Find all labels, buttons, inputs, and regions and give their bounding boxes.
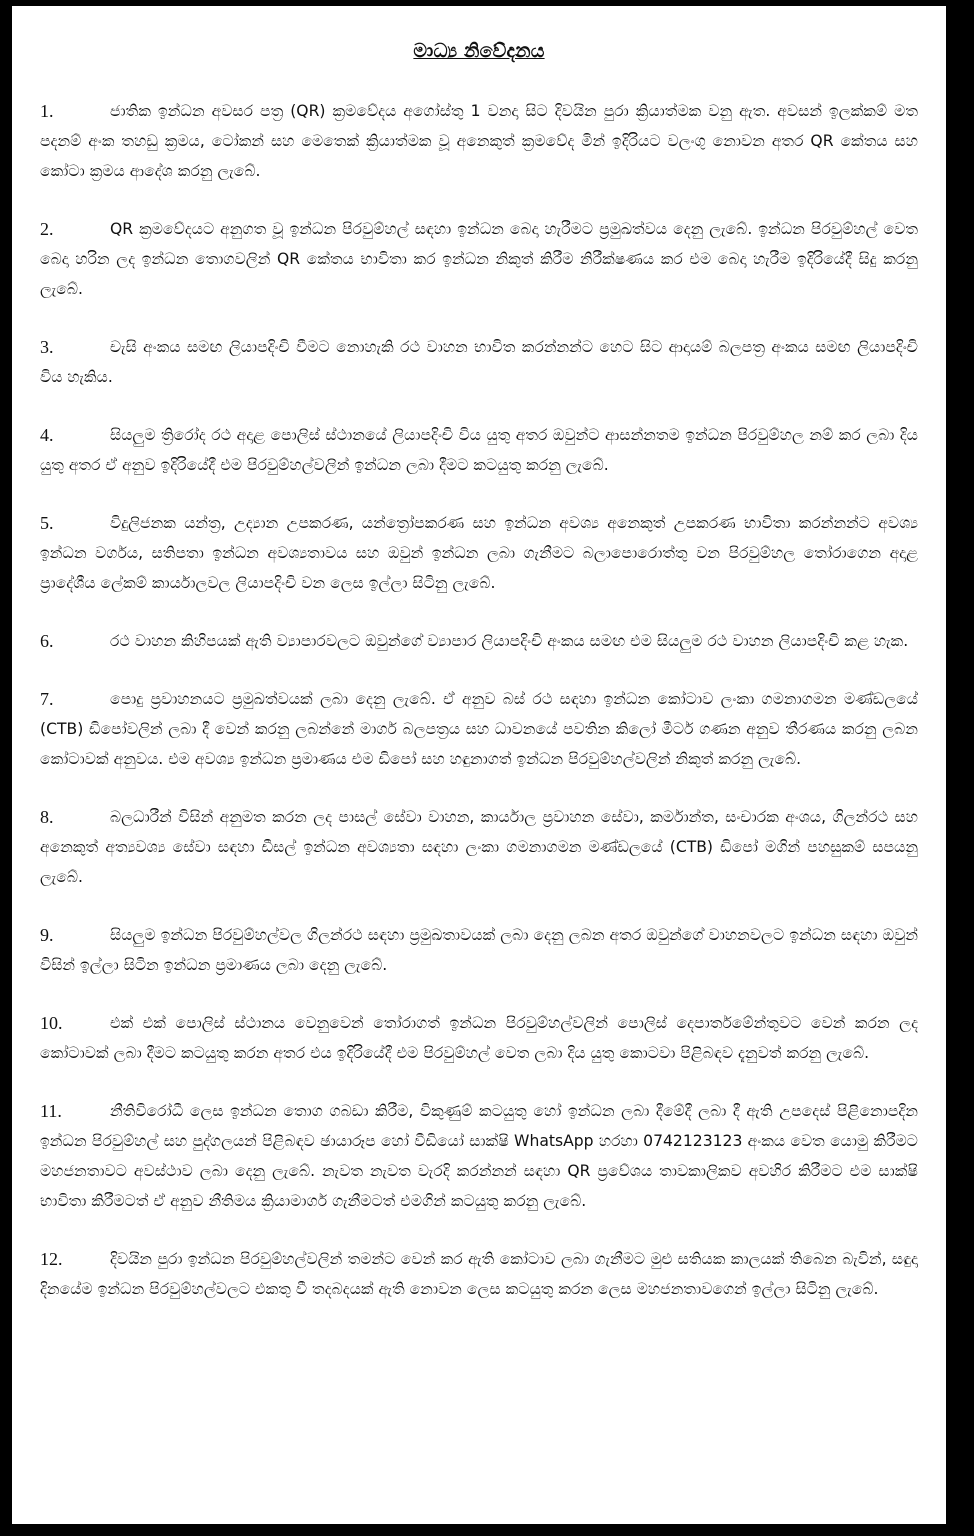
paragraph-number: 1. — [40, 101, 54, 121]
press-release-page — [12, 6, 946, 1524]
paragraph-number: 7. — [40, 689, 54, 709]
paragraph-text: QR ක්‍රමවේදයට අනුගත වූ ඉන්ධන පිරවුම්හල් සඳහා ඉන්ධන බෙදා හැරීමට ප්‍රමුඛත්වය දෙනු ලැබේ. ඉන්ධන පිරවුම්හල් වෙත බෙදා හරින ලද ඉන්ධන තොගවලින් QR කේතය භාවිතා කර ඉන්ධන නිකුත් කිරීම නිරීක්ෂණය කර එම බෙදා හැරීම ඉදිරියේදී සිදු කරනු ලැබේ. — [40, 220, 918, 298]
paragraph-9 — [40, 920, 918, 980]
paragraph-text: එක් එක් පොලිස් ස්ථානය වෙනුවෙන් තෝරාගත් ඉන්ධන පිරවුම්හල්වලින් පොලිස් දෙපාර්තමේන්තුවට වෙන් කරන ලද කෝටාවක් ලබා දීමට කටයුතු කරන අතර එය ඉදිරියේදී එම පිරවුම්හල් වෙත ලබා දිය යුතු කොටවා පිළිබඳව දැනුවත් කරනු ලැබේ. — [40, 1014, 918, 1062]
paragraph-5 — [40, 508, 918, 598]
paragraph-1 — [40, 96, 918, 186]
paragraph-text: පොදු ප්‍රවාහනයට ප්‍රමුඛත්වයක් ලබා දෙනු ලැබේ. ඒ අනුව බස් රථ සඳහා ඉන්ධන කෝටාව ලංකා ගමනාගමන මණ්ඩලයේ (CTB) ඩිපෝවලින් ලබා දී වෙන් කරනු ලබන්නේ මාර්ග බලපත්‍රය සහ ධාවනයේ පවතින කිලෝ මීටර් ගණන අනුව තීරණය කරනු ලබන කෝටාවක් අනුවය. එම අවශ්‍ය ඉන්ධන ප්‍රමාණය එම ඩිපෝ සහ හඳුනාගත් ඉන්ධන පිරවුම්හල්වලින් නිකුත් කරනු ලැබේ. — [40, 690, 918, 768]
paragraph-text: බලධාරීන් විසින් අනුමත කරන ලද පාසල් සේවා වාහන, කාර්යාල ප්‍රවාහන සේවා, කර්මාන්ත, සංචාරක අංශය, ගිලන්රථ සහ අනෙකුත් අත්‍යවශ්‍ය සේවා සඳහා ඩීසල් ඉන්ධන අවශ්‍යතා සඳහා ලංකා ගමනාගමන මණ්ඩලයේ (CTB) ඩිපෝ මගින් පහසුකම් සපයනු ලැබේ. — [40, 808, 918, 886]
paragraph-number: 10. — [40, 1013, 63, 1033]
paragraph-text: නීතිවිරෝධී ලෙස ඉන්ධන තොග ගබඩා කිරීම, විකුණුම් කටයුතු හෝ ඉන්ධන ලබා දීමේදී ලබා දී ඇති උපදෙස් පිළිනොපදින ඉන්ධන පිරවුම්හල් සහ පුද්ගලයන් පිළිබඳව ඡායාරූප හෝ වීඩියෝ සාක්ෂි WhatsApp හරහා 0742123123 අංකය වෙත යොමු කිරීමට මහජනතාවට අවස්ථාව ලබා දෙනු ලැබේ. නැවත නැවත වැරදි කරන්නන් සඳහා QR ප්‍රවේශය තාවකාලිකව අවහිර කිරීමට එම සාක්ෂි භාවිතා කිරීමටත් ඒ අනුව නීතිමය ක්‍රියාමාර්ග ගැනීමටත් එමගින් කටයුතු කරනු ලැබේ. — [40, 1102, 918, 1210]
paragraph-text: චැසි අංකය සමඟ ලියාපදිංචි වීමට නොහැකි රථ වාහන භාවිත කරන්නන්ට හෙට සිට ආදායම් බලපත්‍ර අංකය සමඟ ලියාපදිංචි විය හැකිය. — [40, 338, 918, 386]
paragraph-12 — [40, 1244, 918, 1304]
paragraph-text: ජාතික ඉන්ධන අවසර පත්‍ර (QR) ක්‍රමවේදය අගෝස්තු 1 වනදා සිට දිවයින පුරා ක්‍රියාත්මක වනු ඇත. අවසන් ඉලක්කම් මත පදනම් අංක තහඩු ක්‍රමය, ටෝකන් සහ මෙතෙක් ක්‍රියාත්මක වූ අනෙකුත් ක්‍රමවේද මින් ඉදිරියට වලංගු නොවන අතර QR කේතය සහ කෝටා ක්‍රමය ආදේශ කරනු ලැබේ. — [40, 102, 918, 180]
paragraph-text: සියලුම ත්‍රිරෝද රථ අදාළ පොලිස් ස්ථානයේ ලියාපදිංචි විය යුතු අතර ඔවුන්ට ආසන්නතම ඉන්ධන පිරවුම්හල නම් කර ලබා දිය යුතු අතර ඒ අනුව ඉදිරියේදී එම පිරවුම්හල්වලින් ඉන්ධන ලබා දීමට කටයුතු කරනු ලැබේ. — [40, 426, 918, 474]
paragraph-text: දිවයින පුරා ඉන්ධන පිරවුම්හල්වලින් තමන්ට වෙන් කර ඇති කෝටාව ලබා ගැනීමට මුළු සතියක කාලයක් තිබෙන බැවින්, සඳුදා දිනයේම ඉන්ධන පිරවුම්හල්වලට එකතු වී තදබදයක් ඇති නොවන ලෙස කටයුතු කරන ලෙස මහජනතාවගෙන් ඉල්ලා සිටිනු ලැබේ. — [40, 1250, 918, 1298]
paragraph-11 — [40, 1096, 918, 1216]
paragraph-number: 3. — [40, 337, 54, 357]
paragraph-number: 12. — [40, 1249, 63, 1269]
paragraph-4 — [40, 420, 918, 480]
paragraph-number: 4. — [40, 425, 54, 445]
paragraph-number: 2. — [40, 219, 54, 239]
paragraph-number: 8. — [40, 807, 54, 827]
paragraph-2 — [40, 214, 918, 304]
page-title: මාධ්‍ය නිවේදනය — [413, 40, 545, 62]
paragraph-number: 5. — [40, 513, 54, 533]
paragraph-8 — [40, 802, 918, 892]
paragraph-6 — [40, 626, 918, 656]
paragraph-number: 11. — [40, 1101, 62, 1121]
paragraph-text: සියලුම ඉන්ධන පිරවුම්හල්වල ගිලන්රථ සඳහා ප්‍රමුඛතාවයක් ලබා දෙනු ලබන අතර ඔවුන්ගේ වාහනවලට ඉන්ධන සඳහා ඔවුන් විසින් ඉල්ලා සිටින ඉන්ධන ප්‍රමාණය ලබා දෙනු ලැබේ. — [40, 926, 918, 974]
paragraph-3 — [40, 332, 918, 392]
paragraph-text: විදුලිජනක යන්ත්‍ර, උද්‍යාන උපකරණ, යන්ත්‍රෝපකරණ සහ ඉන්ධන අවශ්‍ය අනෙකුත් උපකරණ භාවිතා කරන්නන්ට අවශ්‍ය ඉන්ධන වර්ගය, සතිපතා ඉන්ධන අවශ්‍යතාවය සහ ඔවුන් ඉන්ධන ලබා ගැනීමට බලාපොරොත්තු වන පිරවුම්හල තෝරාගෙන අදාළ ප්‍රාදේශීය ලේකම් කාර්යාලවල ලියාපදිංචි වන ලෙස ඉල්ලා සිටිනු ලැබේ. — [40, 514, 918, 592]
paragraph-number: 9. — [40, 925, 54, 945]
paragraph-7 — [40, 684, 918, 774]
paragraph-text: රථ වාහන කිහිපයක් ඇති ව්‍යාපාරවලට ඔවුන්ගේ ව්‍යාපාර ලියාපදිංචි අංකය සමඟ එම සියලුම රථ වාහන ලියාපදිංචි කළ හැක. — [110, 632, 909, 650]
paragraph-number: 6. — [40, 631, 54, 651]
paragraph-10 — [40, 1008, 918, 1068]
